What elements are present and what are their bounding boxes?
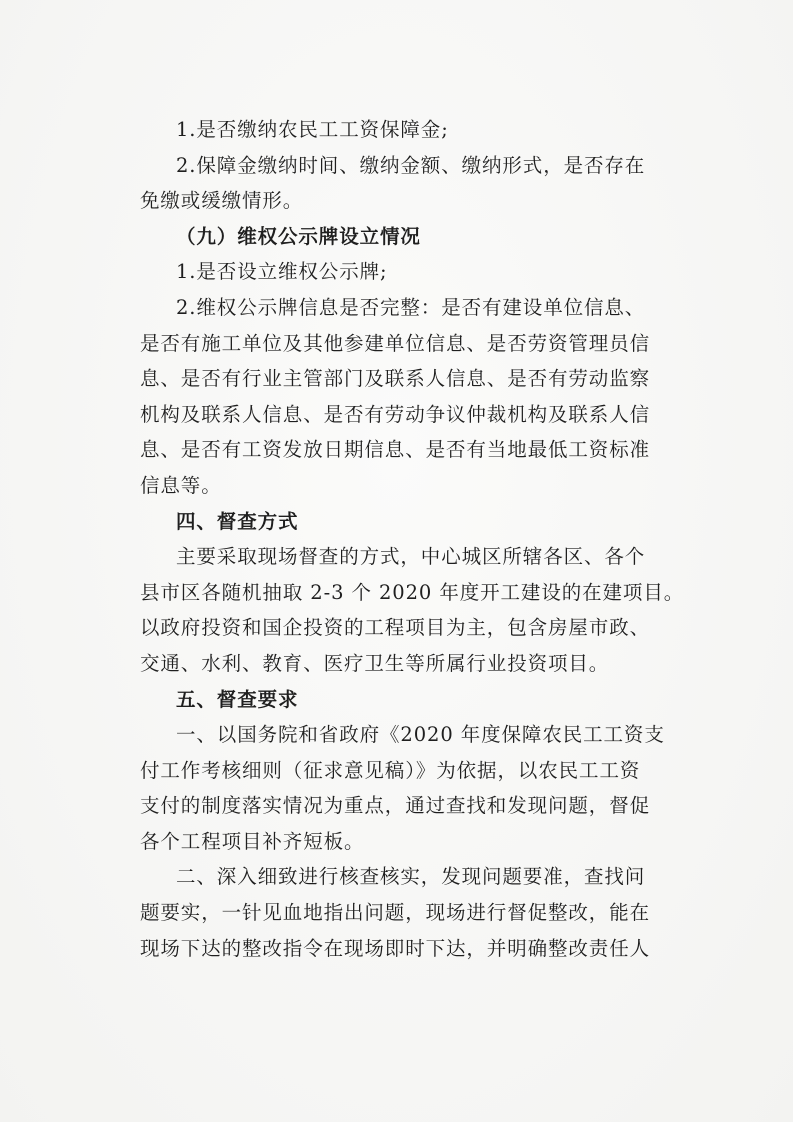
text-line: 2.维权公示牌信息是否完整：是否有建设单位信息、 <box>176 295 646 319</box>
section-heading: 四、督查方式 <box>176 509 299 533</box>
text-line: 题要实，一针见血地指出问题，现场进行督促整改，能在 <box>140 901 651 925</box>
text-line: 各个工程项目补齐短板。 <box>140 829 365 853</box>
text-line: 免缴或缓缴情形。 <box>140 189 304 213</box>
text-line: 县市区各随机抽取 2-3 个 2020 年度开工建设的在建项目。 <box>140 580 685 604</box>
text-line: 1.是否缴纳农民工工资保障金; <box>176 118 449 141</box>
text-line: 以政府投资和国企投资的工程项目为主，包含房屋市政、 <box>140 616 651 640</box>
text-line: 1.是否设立维权公示牌; <box>176 260 388 284</box>
section-heading: （九）维权公示牌设立情况 <box>176 224 421 248</box>
text-line: 信息等。 <box>140 473 222 497</box>
text-line: 息、是否有行业主管部门及联系人信息、是否有劳动监察 <box>140 367 651 391</box>
text-line: 交通、水利、教育、医疗卫生等所属行业投资项目。 <box>140 651 610 675</box>
text-line: 二、深入细致进行核查核实，发现问题要准，查找问 <box>176 865 646 889</box>
text-line: 机构及联系人信息、是否有劳动争议仲裁机构及联系人信 <box>140 402 651 426</box>
text-line: 付工作考核细则（征求意见稿）》为依据，以农民工工资 <box>140 758 641 782</box>
section-heading: 五、督查要求 <box>176 687 299 711</box>
text-line: 一、以国务院和省政府《2020 年度保障农民工工资支 <box>176 723 665 747</box>
text-line: 息、是否有工资发放日期信息、是否有当地最低工资标准 <box>140 438 651 462</box>
text-line: 是否有施工单位及其他参建单位信息、是否劳资管理员信 <box>140 331 651 355</box>
text-line: 2.保障金缴纳时间、缴纳金额、缴纳形式，是否存在 <box>176 153 646 177</box>
document-body <box>140 112 685 966</box>
text-line: 支付的制度落实情况为重点，通过查找和发现问题，督促 <box>140 794 651 818</box>
text-line: 现场下达的整改指令在现场即时下达，并明确整改责任人 <box>140 936 651 960</box>
text-line: 主要采取现场督查的方式，中心城区所辖各区、各个 <box>176 545 646 569</box>
